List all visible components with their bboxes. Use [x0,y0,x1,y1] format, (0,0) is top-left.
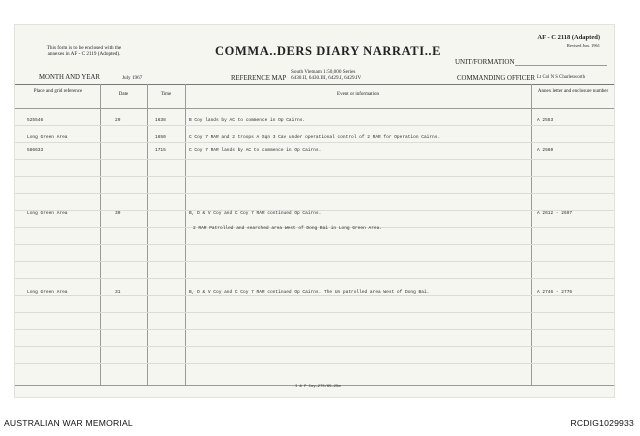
reference-map-value: 6430.II, 6430.III, 6429.I, 6429.IV [291,75,362,81]
entry-place: 525546 [27,118,44,123]
entry-event: C Coy 7 RAR lands by AC to commence in Op Cairns. [189,148,322,153]
entry-event: C Coy 7 RAR and 2 troops A Sqn 3 Cav under operational control of 2 RAR for Operation Cairns. [189,135,441,140]
unit-formation-label: UNIT/FORMATION [455,58,515,66]
entry-event: 2 RAR Patrolled and searched area West of Dong Bai in Long Green Area. [193,226,383,231]
entry-event: B Coy lands by AC to commence in Op Cairns. [189,118,306,123]
reference-map-label: REFERENCE MAP [231,75,287,82]
printer-note: I & P Coy—275/65—25m [295,385,341,389]
entry-annex: A 2746 - 2776 [537,290,573,295]
entry-date: 31 [115,290,121,295]
form-title: COMMA..DERS DIARY NARRATI..E [215,44,442,58]
month-year-value: July 1967 [122,75,143,81]
month-year-label: MONTH AND YEAR [39,74,100,81]
entry-place: Long Green Area [27,211,68,216]
form-number: AF - C 2118 (Adapted) [537,34,600,41]
footer-archive-name: AUSTRALIAN WAR MEMORIAL [4,418,133,428]
table-top-border [15,84,614,85]
entry-time: 1715 [155,148,166,153]
entry-annex: A 2560 [537,148,554,153]
col-divider-time [147,84,148,385]
entry-place: Long Green Area [27,290,68,295]
unit-formation-line [515,65,607,66]
col-header-place: Place and grid reference [33,89,83,94]
entry-place: Long Green Area [27,135,68,140]
form-revised-date: Revised Jun. 1961 [566,43,600,48]
diary-form-sheet [14,24,615,398]
col-header-time: Time [160,92,172,97]
entry-place: 586633 [27,148,44,153]
col-header-annex: Annex letter and enclosure number [537,89,609,94]
entry-event: B, D & V Coy and C Coy 7 RAR continued Op Cairns. The Un patrolled area West of Dong Bai. [189,290,430,295]
entry-time: 1638 [155,118,166,123]
entry-time: 1650 [155,135,166,140]
footer-record-id: RCDIG1029933 [570,418,634,428]
entry-event: B, D & V Coy and C Coy 7 RAR continued Op Cairns. [189,211,322,216]
entry-annex: A 2553 [537,118,554,123]
form-instruction: This form is to be enclosed with the annexes in AF - C 2119 (Adopted). [46,45,122,57]
col-header-date: Date [118,92,129,97]
col-divider-annex [531,84,532,385]
entry-annex: A 2612 - 2697 [537,211,573,216]
col-header-event: Event or information [337,92,379,97]
entry-date: 29 [115,118,121,123]
commanding-officer-value: Lt Col N S Charlesworth [537,75,585,80]
col-divider-date [100,84,101,385]
entry-date: 30 [115,211,121,216]
commanding-officer-label: COMMANDING OFFICER [457,75,535,82]
table-header-border [15,108,614,109]
col-divider-event [185,84,186,385]
map-series: South Vietnam 1:50,000 Series [291,69,356,75]
